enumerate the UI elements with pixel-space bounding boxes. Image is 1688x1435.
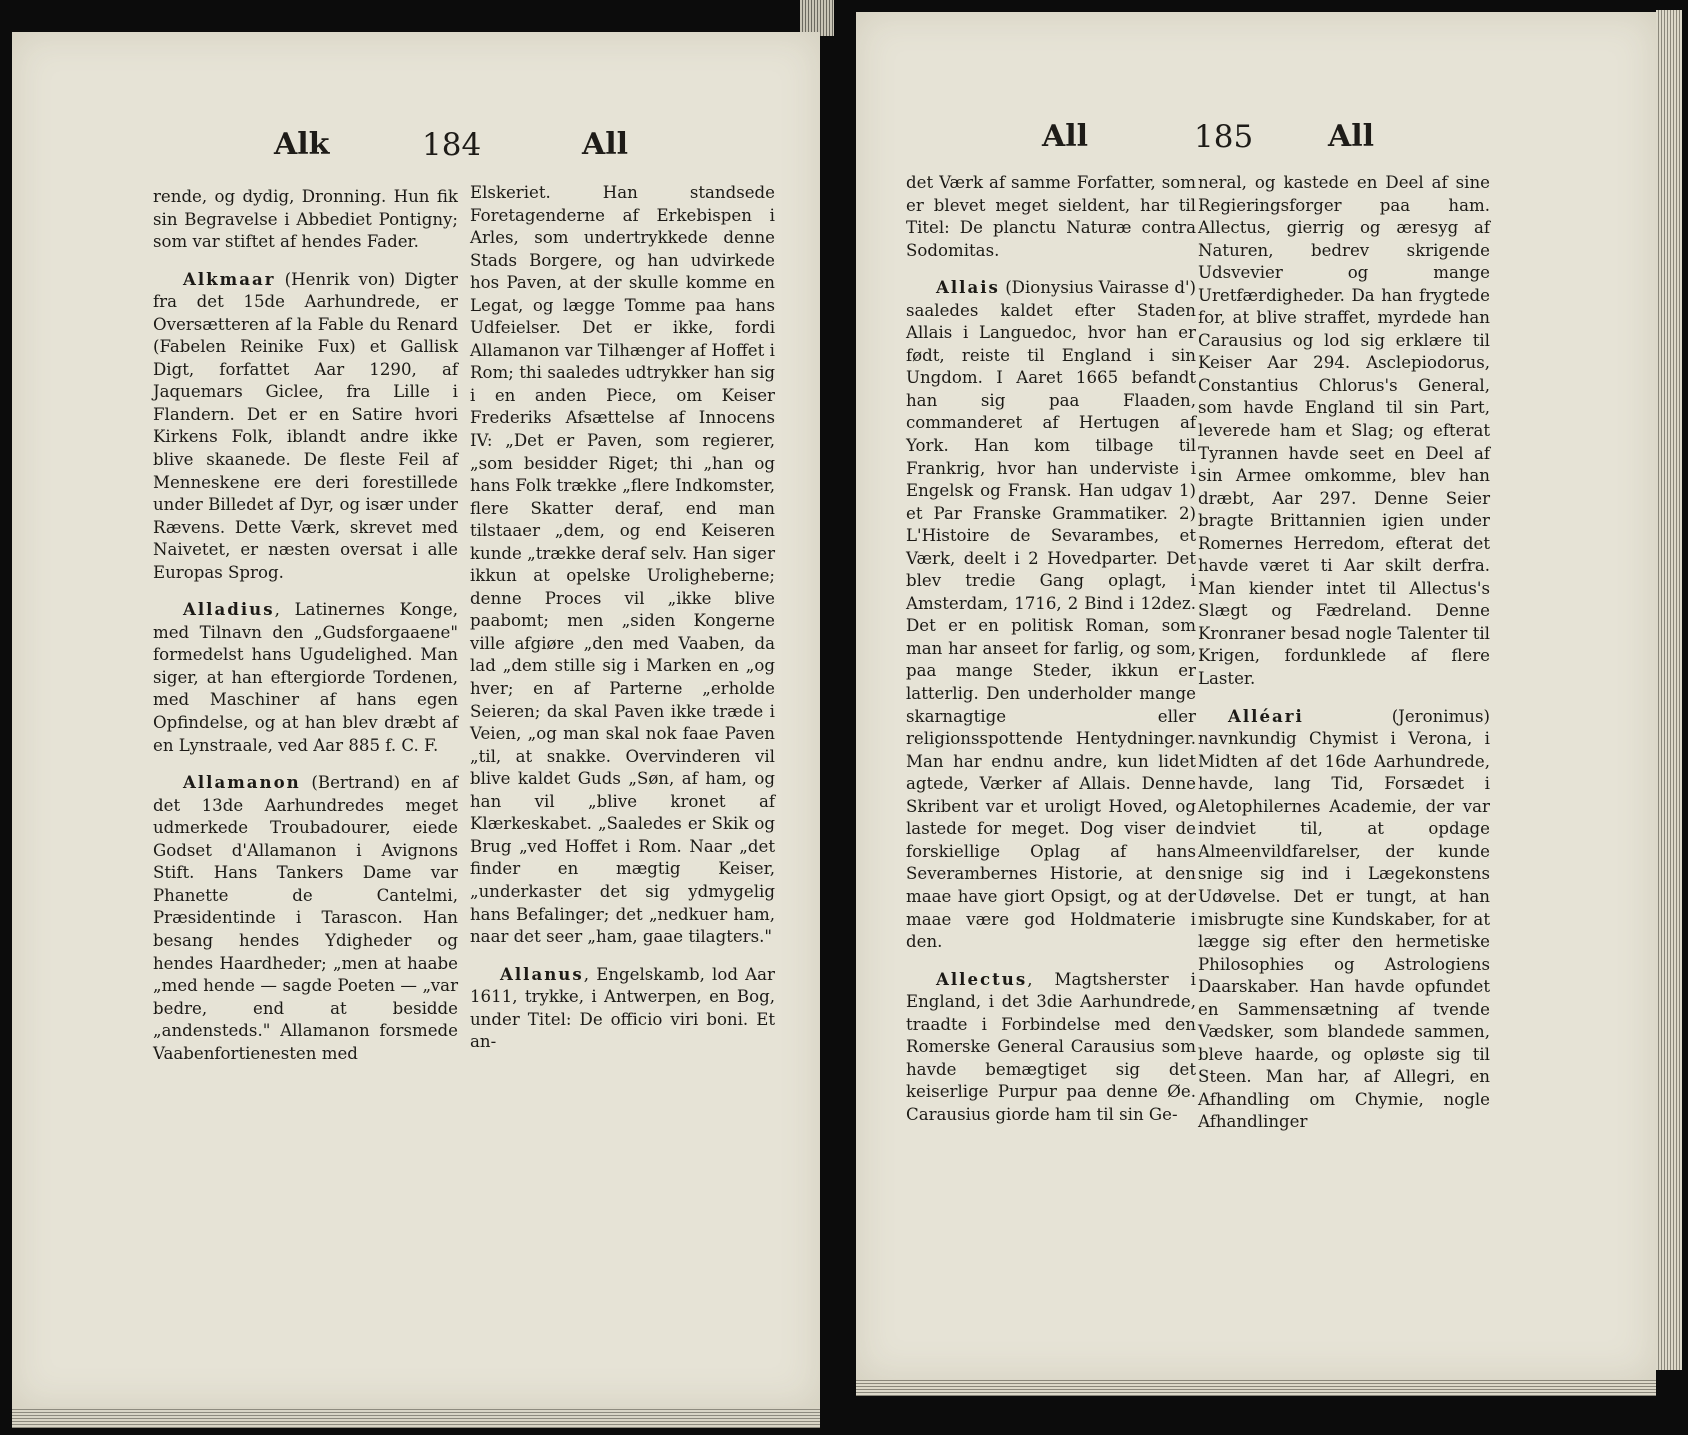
dictionary-entry: [906, 276, 1196, 953]
right-page-column-2: [1198, 172, 1490, 1134]
right-page: [856, 12, 1656, 1380]
running-head: [12, 120, 820, 170]
entry-text: , Magtsherster i England, i det 3die Aarhundrede, traadte i Forbindelse med den Romerske General Carausius som havde bemægtiget sig det keiserlige Purpur paa denne Øe. Carausius giorde ham til sin Ge-: [906, 969, 1196, 1124]
left-page: [12, 32, 820, 1407]
running-head-left-word: Alk: [274, 127, 330, 162]
entry-text: (Jeronimus) navnkundig Chymist i Verona, i Midten af det 16de Aarhundrede, havde, lang Tid, Forsædet i Aletophilernes Academie, der var indviet til, at opdage Almeenvildfarelser, der kunde snige sig ind i Lægekonstens Udøvelse. Det er tungt, at han misbrugte sine Kundskaber, for at lægge sig efter den hermetiske Philosophies og Astrologiens Daarskaber. Han havde opfundet en Sammensætning af tvende Vædsker, som blandede sammen, bleve haarde, og opløste sig til Steen. Man har, af Allegri, en Afhandling om Chymie, nogle Afhandlinger: [1198, 706, 1490, 1132]
entry-headword: Allanus: [500, 963, 584, 984]
entry-text: (Dionysius Vairasse d') saaledes kaldet efter Staden Allais i Languedoc, hvor han er født, reiste til England i sin Ungdom. I Aaret 1665 befandt han sig paa Flaaden, commanderet af Hertugen af York. Han kom tilbage til Frankrig, hvor han underviste i Engelsk og Fransk. Han udgav 1) et Par Franske Grammatiker. 2) L'Histoire de Sevarambes, et Værk, deelt i 2 Hovedparter. Det blev tredie Gang oplagt, i Amsterdam, 1716, 2 Bind i 12dez. Det er en politisk Roman, som man har anseet for farlig, og som, paa mange Steder, ikkun er latterlig. Den underholder mange skarnagtige eller religionsspottende Hentydninger. Man har endnu andre, kun lidet agtede, Værker af Allais. Denne Skribent var et uroligt Hoved, og lastede for meget. Dog viser de forskiellige Oplag af hans Severambernes Historie, at den maae have giort Opsigt, og at der maae være god Holdmaterie i den.: [906, 278, 1196, 952]
entry-text: neral, og kastede en Deel af sine Regieringsforger paa ham. Allectus, gierrig og æresyg af Naturen, bedrev skrigende Udsvevier og mange Uretfærdigheder. Da han frygtede for, at blive straffet, myrdede han Carausius og lod sig erklære til Keiser Aar 294. Asclepiodorus, Constantius Chlorus's General, som havde England til sin Part, leverede ham et Slag; og efterat Tyrannen havde seet en Deel af sin Armee omkomme, blev han dræbt, Aar 297. Denne Seier bragte Brittannien igien under Romernes Herredom, efterat det havde været ti Aar skilt derfra. Man kiender intet til Allectus's Slægt og Fædreland. Denne Kronraner besad nogle Talenter til Krigen, fordunklede af flere Laster.: [1198, 173, 1490, 689]
entry-text: , Latinernes Konge, med Tilnavn den „Gudsforgaaene" formedelst hans Ugudelighed. Man siger, at han eftergiorde Tordenen, med Maschiner af hans egen Opfindelse, og at han blev dræbt af en Lynstraale, ved Aar 885 f. C. F.: [153, 600, 458, 755]
entry-headword: Alladius: [183, 599, 275, 620]
page-edges-right: [1656, 10, 1682, 1370]
dictionary-entry: [153, 771, 458, 1065]
entry-headword: Allectus: [936, 968, 1028, 989]
entry-headword: Allamanon: [183, 772, 301, 793]
running-head: [856, 112, 1656, 162]
entry-headword: Alléari: [1228, 705, 1304, 726]
dictionary-entry: [153, 598, 458, 757]
continued-text: [470, 182, 775, 949]
entry-text: Elskeriet. Han standsede Foretagenderne af Erkebispen i Arles, som undertrykkede denne Stads Borgere, og han udvirkede hos Paven, at der skulle komme en Legat, og lægge Tomme paa hans Udfeielser. Det er ikke, fordi Allamanon var Tilhænger af Hoffet i Rom; thi saaledes udtrykker han sig i en anden Piece, om Keiser Frederiks Afsættelse af Innocens IV: „Det er Paven, som regierer, „som besidder Riget; thi „han og hans Folk trække „flere Indkomster, flere Skatter deraf, end man tilstaaer „dem, og end Keiseren kunde „trække deraf selv. Han siger ikkun at opelske Uroligheberne; denne Proces vil „ikke blive paabomt; men „siden Kongerne ville afgiøre „den med Vaaben, da lad „dem stille sig i Marken en „og hver; en af Parterne „erholde Seieren; da skal Paven ikke træde i Veien, „og man skal nok faae Paven „til, at snakke. Overvinderen vil blive kaldet Guds „Søn, af ham, og han vil „blive kronet af Klærkeskabet. „Saaledes er Skik og Brug „ved Hoffet i Rom. Naar „det finder en mægtig Keiser, „underkaster det sig ydmygelig hans Befalinger; det „nedkuer ham, naar det seer „ham, gaae tilagters.": [470, 183, 775, 947]
continued-text: [1198, 172, 1490, 691]
running-head-left-word: All: [1042, 119, 1089, 154]
page-edges-top: [800, 0, 834, 36]
left-page-column-2: [470, 182, 775, 1054]
entry-headword: Alkmaar: [183, 268, 276, 289]
left-page-spread: [0, 0, 834, 1435]
dictionary-entry: [1198, 705, 1490, 1134]
entry-text: det Værk af samme Forfatter, som er blevet meget sieldent, har til Titel: De planctu Naturæ contra Sodomitas.: [906, 173, 1196, 260]
page-number: 185: [1194, 119, 1254, 155]
running-head-right-word: All: [1328, 119, 1375, 154]
dictionary-entry: [153, 268, 458, 585]
page-number: 184: [422, 127, 482, 163]
entry-text: (Bertrand) en af det 13de Aarhundredes meget udmerkede Troubadourer, eiede Godset d'Allamanon i Avignons Stift. Hans Tankers Dame var Phanette de Cantelmi, Præsidentinde i Tarascon. Han besang hendes Ydigheder og hendes Haardheder; „men at haabe „med hende — sagde Poeten — „var bedre, end at besidde „andensteds." Allamanon forsmede Vaabenfortienesten med: [153, 773, 458, 1063]
entry-text: , Engelskamb, lod Aar 1611, trykke, i Antwerpen, en Bog, under Titel: De officio viri boni. Et an-: [470, 964, 775, 1052]
entry-text: rende, og dydig, Dronning. Hun fik sin Begravelse i Abbediet Pontigny; som var stiftet af hendes Fader.: [153, 187, 458, 252]
continued-text: [153, 186, 458, 254]
entry-headword: Allais: [936, 277, 1000, 298]
right-page-column-1: [906, 172, 1196, 1126]
right-page-spread: [842, 0, 1688, 1435]
dictionary-entry: [470, 963, 775, 1054]
continued-text: [906, 172, 1196, 262]
running-head-right-word: All: [582, 127, 629, 162]
entry-text: (Henrik von) Digter fra det 15de Aarhundrede, er Oversætteren af la Fable du Renard (Fabelen Reinike Fux) et Gallisk Digt, forfattet Aar 1290, af Jaquemars Giclee, fra Lille i Flandern. Det er en Satire hvori Kirkens Folk, iblandt andre ikke blive skaanede. De fleste Feil af Menneskene ere deri forestillede under Billedet af Dyr, og især under Rævens. Dette Værk, skrevet med Naivetet, er næsten oversat i alle Europas Sprog.: [153, 269, 458, 582]
left-page-column-1: [153, 186, 458, 1065]
dictionary-entry: [906, 968, 1196, 1127]
